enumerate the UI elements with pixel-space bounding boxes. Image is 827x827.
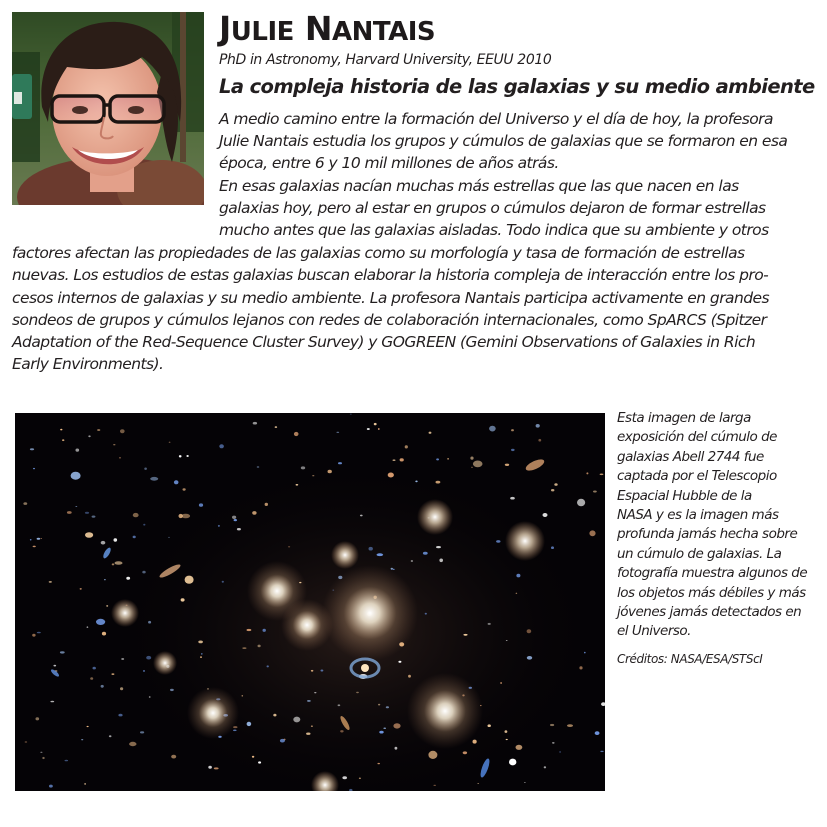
caption-line: exposición del cúmulo de [617, 429, 777, 446]
background-galaxy [579, 666, 582, 669]
background-galaxy [149, 697, 151, 698]
background-galaxy [559, 751, 561, 752]
bio-line: factores afectan las propiedades de las galaxias como su morfología y tasa de formación de estrellas [12, 244, 745, 262]
background-galaxy [168, 537, 170, 538]
background-galaxy [71, 472, 81, 480]
background-galaxy [586, 472, 588, 474]
background-galaxy [550, 724, 554, 726]
background-galaxy [41, 538, 43, 539]
background-galaxy [120, 429, 125, 433]
background-galaxy [314, 692, 316, 693]
caption-line: un cúmulo de galaxias. La [617, 545, 782, 562]
background-galaxy [378, 428, 380, 430]
background-galaxy [253, 422, 257, 425]
background-galaxy [436, 546, 441, 548]
background-galaxy [415, 481, 417, 483]
background-galaxy [101, 541, 106, 545]
bio-line: época, entre 6 y 10 mil millones de años atrás. [219, 154, 559, 172]
background-galaxy [200, 656, 202, 658]
background-galaxy [257, 467, 260, 468]
background-galaxy [32, 634, 35, 637]
background-galaxy [76, 449, 80, 452]
background-galaxy [265, 503, 268, 506]
background-galaxy [447, 458, 449, 459]
background-galaxy [516, 745, 523, 750]
background-galaxy [296, 484, 299, 486]
background-galaxy [30, 448, 34, 450]
name-rest-first: ULIE [230, 17, 294, 47]
background-galaxy [242, 695, 244, 696]
background-galaxy [129, 742, 136, 746]
background-galaxy [500, 682, 502, 684]
background-galaxy [97, 429, 100, 431]
background-galaxy [374, 423, 377, 425]
caption-line: los objetos más débiles y más [617, 584, 806, 601]
background-galaxy [36, 717, 40, 720]
background-galaxy [179, 455, 182, 457]
background-galaxy [516, 574, 520, 578]
background-galaxy [496, 540, 500, 543]
background-galaxy [101, 685, 104, 688]
background-galaxy [232, 516, 236, 519]
caption-line: Espacial Hubble de la [617, 487, 752, 504]
background-galaxy [423, 552, 428, 555]
background-galaxy [433, 785, 436, 786]
background-galaxy [90, 677, 93, 680]
background-galaxy [393, 569, 395, 570]
background-galaxy [567, 724, 573, 727]
background-galaxy [33, 468, 35, 469]
background-galaxy [383, 728, 386, 729]
background-galaxy [33, 546, 36, 548]
background-galaxy [360, 515, 363, 517]
background-galaxy [379, 731, 383, 734]
background-galaxy [288, 546, 290, 547]
caption-line: el Universo. [617, 623, 691, 640]
background-galaxy [311, 670, 314, 672]
article-headline: La compleja historia de las galaxias y su medio ambiente [219, 75, 815, 98]
background-galaxy [473, 461, 483, 468]
background-galaxy [551, 489, 554, 491]
caption-line: profunda jamás hecha sobre [617, 526, 798, 543]
background-galaxy [80, 588, 82, 589]
background-galaxy [37, 538, 41, 540]
background-galaxy [96, 619, 105, 625]
background-galaxy [342, 776, 347, 779]
background-galaxy [386, 706, 389, 708]
background-galaxy [516, 593, 518, 594]
background-galaxy [102, 632, 106, 636]
caption-line: NASA y es la imagen más [617, 507, 779, 524]
background-galaxy [369, 547, 373, 551]
background-galaxy [505, 730, 508, 733]
background-galaxy [301, 466, 305, 469]
background-galaxy [506, 739, 508, 740]
background-galaxy [181, 598, 185, 601]
background-galaxy [183, 488, 186, 490]
background-galaxy [84, 783, 86, 785]
bio-line: mucho antes que las galaxias aisladas. Todo indica que su ambiente y otros [219, 221, 769, 239]
background-galaxy [505, 464, 509, 466]
background-galaxy [242, 647, 246, 649]
background-galaxy [600, 474, 604, 476]
background-galaxy [111, 673, 114, 675]
background-galaxy [589, 530, 595, 536]
background-galaxy [294, 432, 299, 436]
background-galaxy [429, 432, 432, 434]
background-galaxy [214, 767, 219, 769]
background-galaxy [395, 747, 398, 750]
background-galaxy [112, 563, 115, 565]
name-initial-first: J [219, 9, 231, 48]
background-galaxy [511, 449, 515, 451]
background-galaxy [143, 670, 145, 671]
caption-line: captada por el Telescopio [617, 468, 777, 485]
background-galaxy [554, 483, 557, 486]
background-galaxy [140, 731, 144, 733]
background-galaxy [67, 511, 72, 514]
background-galaxy [405, 445, 408, 448]
background-galaxy [30, 539, 32, 540]
background-galaxy [336, 432, 339, 433]
background-galaxy [488, 724, 491, 727]
bio-line: A medio camino entre la formación del Universo y el día de hoy, la profesora [219, 110, 773, 128]
background-galaxy [40, 752, 42, 753]
background-galaxy [538, 439, 541, 442]
background-galaxy [144, 468, 147, 470]
background-galaxy [198, 641, 203, 644]
background-galaxy [222, 581, 224, 583]
background-galaxy [169, 442, 171, 443]
background-galaxy [600, 751, 603, 752]
background-galaxy [543, 513, 548, 517]
bio-line: sondeos de grupos y cúmulos lejanos con redes de colaboración internacionales, como SpARCS (Spitzer [12, 311, 767, 329]
background-galaxy [489, 426, 496, 432]
background-galaxy [536, 424, 540, 428]
background-galaxy [338, 704, 341, 706]
background-galaxy [62, 439, 64, 441]
background-galaxy [527, 629, 532, 633]
background-galaxy [115, 561, 123, 565]
background-galaxy [584, 652, 586, 654]
background-galaxy [393, 459, 396, 461]
background-galaxy [65, 760, 69, 762]
background-galaxy [340, 730, 343, 732]
background-galaxy [174, 480, 179, 484]
caption-line: galaxias Abell 2744 fue [617, 448, 764, 465]
background-galaxy [121, 658, 124, 659]
background-galaxy [142, 571, 145, 574]
background-galaxy [23, 502, 27, 505]
background-galaxy [293, 717, 300, 723]
background-galaxy [273, 714, 276, 717]
background-galaxy [126, 577, 130, 580]
background-galaxy [171, 755, 176, 759]
background-galaxy [388, 473, 394, 478]
background-galaxy [185, 576, 194, 584]
background-galaxy [400, 458, 404, 461]
name-initial-last: N [304, 9, 333, 48]
background-galaxy [439, 559, 443, 563]
background-galaxy [350, 414, 352, 415]
background-galaxy [275, 426, 278, 428]
background-galaxy [104, 579, 106, 580]
background-galaxy [477, 783, 479, 784]
caption-line: jóvenes jamás detectados en [617, 604, 802, 621]
background-galaxy [114, 538, 118, 541]
background-galaxy [511, 429, 514, 431]
background-galaxy [367, 428, 370, 430]
background-galaxy [552, 742, 555, 743]
background-galaxy [87, 627, 89, 628]
background-galaxy [509, 759, 516, 766]
background-galaxy [321, 670, 324, 672]
background-galaxy [463, 634, 467, 636]
background-galaxy [219, 444, 224, 448]
background-galaxy [106, 605, 108, 607]
bio-line: galaxias hoy, pero al estar en grupos o cúmulos dejaron de formar estrellas [219, 199, 766, 217]
background-galaxy [524, 782, 526, 783]
background-galaxy [463, 751, 467, 754]
background-galaxy [377, 553, 384, 556]
background-galaxy [234, 519, 237, 521]
bio-line: nuevas. Los estudios de estas galaxias buscan elaborar la historia compleja de interacción entre los pro- [12, 266, 769, 284]
background-galaxy [551, 546, 554, 549]
background-galaxy [119, 457, 121, 459]
background-galaxy [408, 675, 411, 678]
galaxy-cluster-illustration [15, 413, 605, 791]
background-galaxy [133, 513, 139, 517]
background-galaxy [88, 435, 90, 437]
background-galaxy [377, 763, 380, 764]
background-galaxy [311, 725, 313, 727]
background-galaxy [247, 629, 252, 631]
background-galaxy [92, 516, 96, 518]
image-caption [617, 409, 807, 642]
background-galaxy [37, 632, 41, 634]
background-galaxy [506, 640, 508, 641]
image-credits: Créditos: NASA/ESA/STScI [617, 652, 763, 666]
background-galaxy [179, 514, 183, 518]
background-galaxy [50, 701, 54, 703]
background-galaxy [258, 761, 261, 763]
background-galaxy [201, 653, 203, 654]
background-galaxy [87, 726, 89, 727]
background-galaxy [436, 458, 439, 460]
background-galaxy [247, 722, 252, 726]
background-galaxy [593, 491, 597, 493]
background-galaxy [393, 723, 400, 728]
background-galaxy [306, 733, 310, 735]
background-galaxy [356, 692, 359, 693]
background-galaxy [93, 667, 96, 670]
background-galaxy [25, 742, 28, 743]
background-galaxy [267, 665, 269, 667]
background-galaxy [470, 457, 473, 460]
caption-line: fotografía muestra algunos de [617, 565, 808, 582]
background-galaxy [146, 656, 151, 660]
background-galaxy [60, 651, 65, 653]
background-galaxy [208, 766, 212, 769]
background-galaxy [307, 700, 311, 702]
background-galaxy [113, 444, 115, 445]
background-galaxy [338, 462, 342, 464]
background-galaxy [75, 506, 77, 507]
bio-line: Early Environments). [12, 355, 164, 373]
background-galaxy [218, 525, 220, 527]
bio-line: En esas galaxias nacían muchas más estrellas que las que nacen en las [219, 177, 739, 195]
background-galaxy [411, 560, 413, 562]
galaxy-cluster-photo [15, 413, 605, 791]
name-rest-last: ANTAIS [332, 17, 436, 47]
background-galaxy [49, 785, 53, 788]
background-galaxy [328, 470, 332, 474]
background-galaxy [252, 756, 254, 758]
background-galaxy [425, 613, 427, 615]
background-galaxy [109, 735, 112, 737]
background-galaxy [280, 739, 285, 743]
background-galaxy [170, 689, 174, 691]
background-galaxy [252, 511, 256, 515]
background-galaxy [263, 629, 266, 632]
background-galaxy [85, 512, 89, 514]
background-galaxy [428, 751, 437, 759]
bio-line: cesos internos de galaxias y su medio ambiente. La profesora Nantais participa activamente en grandes [12, 289, 770, 307]
background-galaxy [544, 766, 546, 768]
background-galaxy [510, 497, 515, 500]
background-galaxy [398, 661, 401, 663]
background-galaxy [60, 429, 62, 431]
background-galaxy [488, 623, 491, 625]
credentials: PhD in Astronomy, Harvard University, EEUU 2010 [219, 52, 552, 68]
background-galaxy [312, 475, 314, 476]
background-galaxy [237, 528, 241, 530]
background-galaxy [49, 581, 52, 583]
background-galaxy [81, 739, 83, 740]
background-galaxy [471, 467, 473, 468]
background-galaxy [133, 536, 136, 539]
background-galaxy [199, 503, 203, 506]
bio-line: Julie Nantais estudia los grupos y cúmulos de galaxias que se formaron en esa [219, 132, 788, 150]
caption-line: Esta imagen de larga [617, 410, 751, 426]
background-galaxy [53, 665, 56, 667]
background-galaxy [473, 740, 477, 744]
background-galaxy [150, 477, 158, 481]
background-galaxy [143, 524, 145, 526]
background-galaxy [436, 481, 441, 484]
background-galaxy [186, 455, 188, 457]
biography [0, 0, 827, 380]
background-galaxy [120, 687, 123, 690]
background-galaxy [118, 714, 122, 717]
background-galaxy [258, 645, 261, 648]
background-galaxy [378, 704, 380, 706]
background-galaxy [391, 568, 393, 570]
bio-line: Adaptation of the Red-Sequence Cluster Survey) y GOGREEN (Gemini Observations of Galaxies in Rich [12, 333, 756, 351]
background-galaxy [42, 757, 44, 759]
background-galaxy [359, 778, 361, 779]
background-galaxy [85, 532, 93, 538]
background-galaxy [148, 621, 151, 624]
background-galaxy [527, 656, 532, 660]
background-galaxy [595, 731, 600, 735]
background-galaxy [577, 499, 585, 507]
background-galaxy [233, 730, 237, 732]
